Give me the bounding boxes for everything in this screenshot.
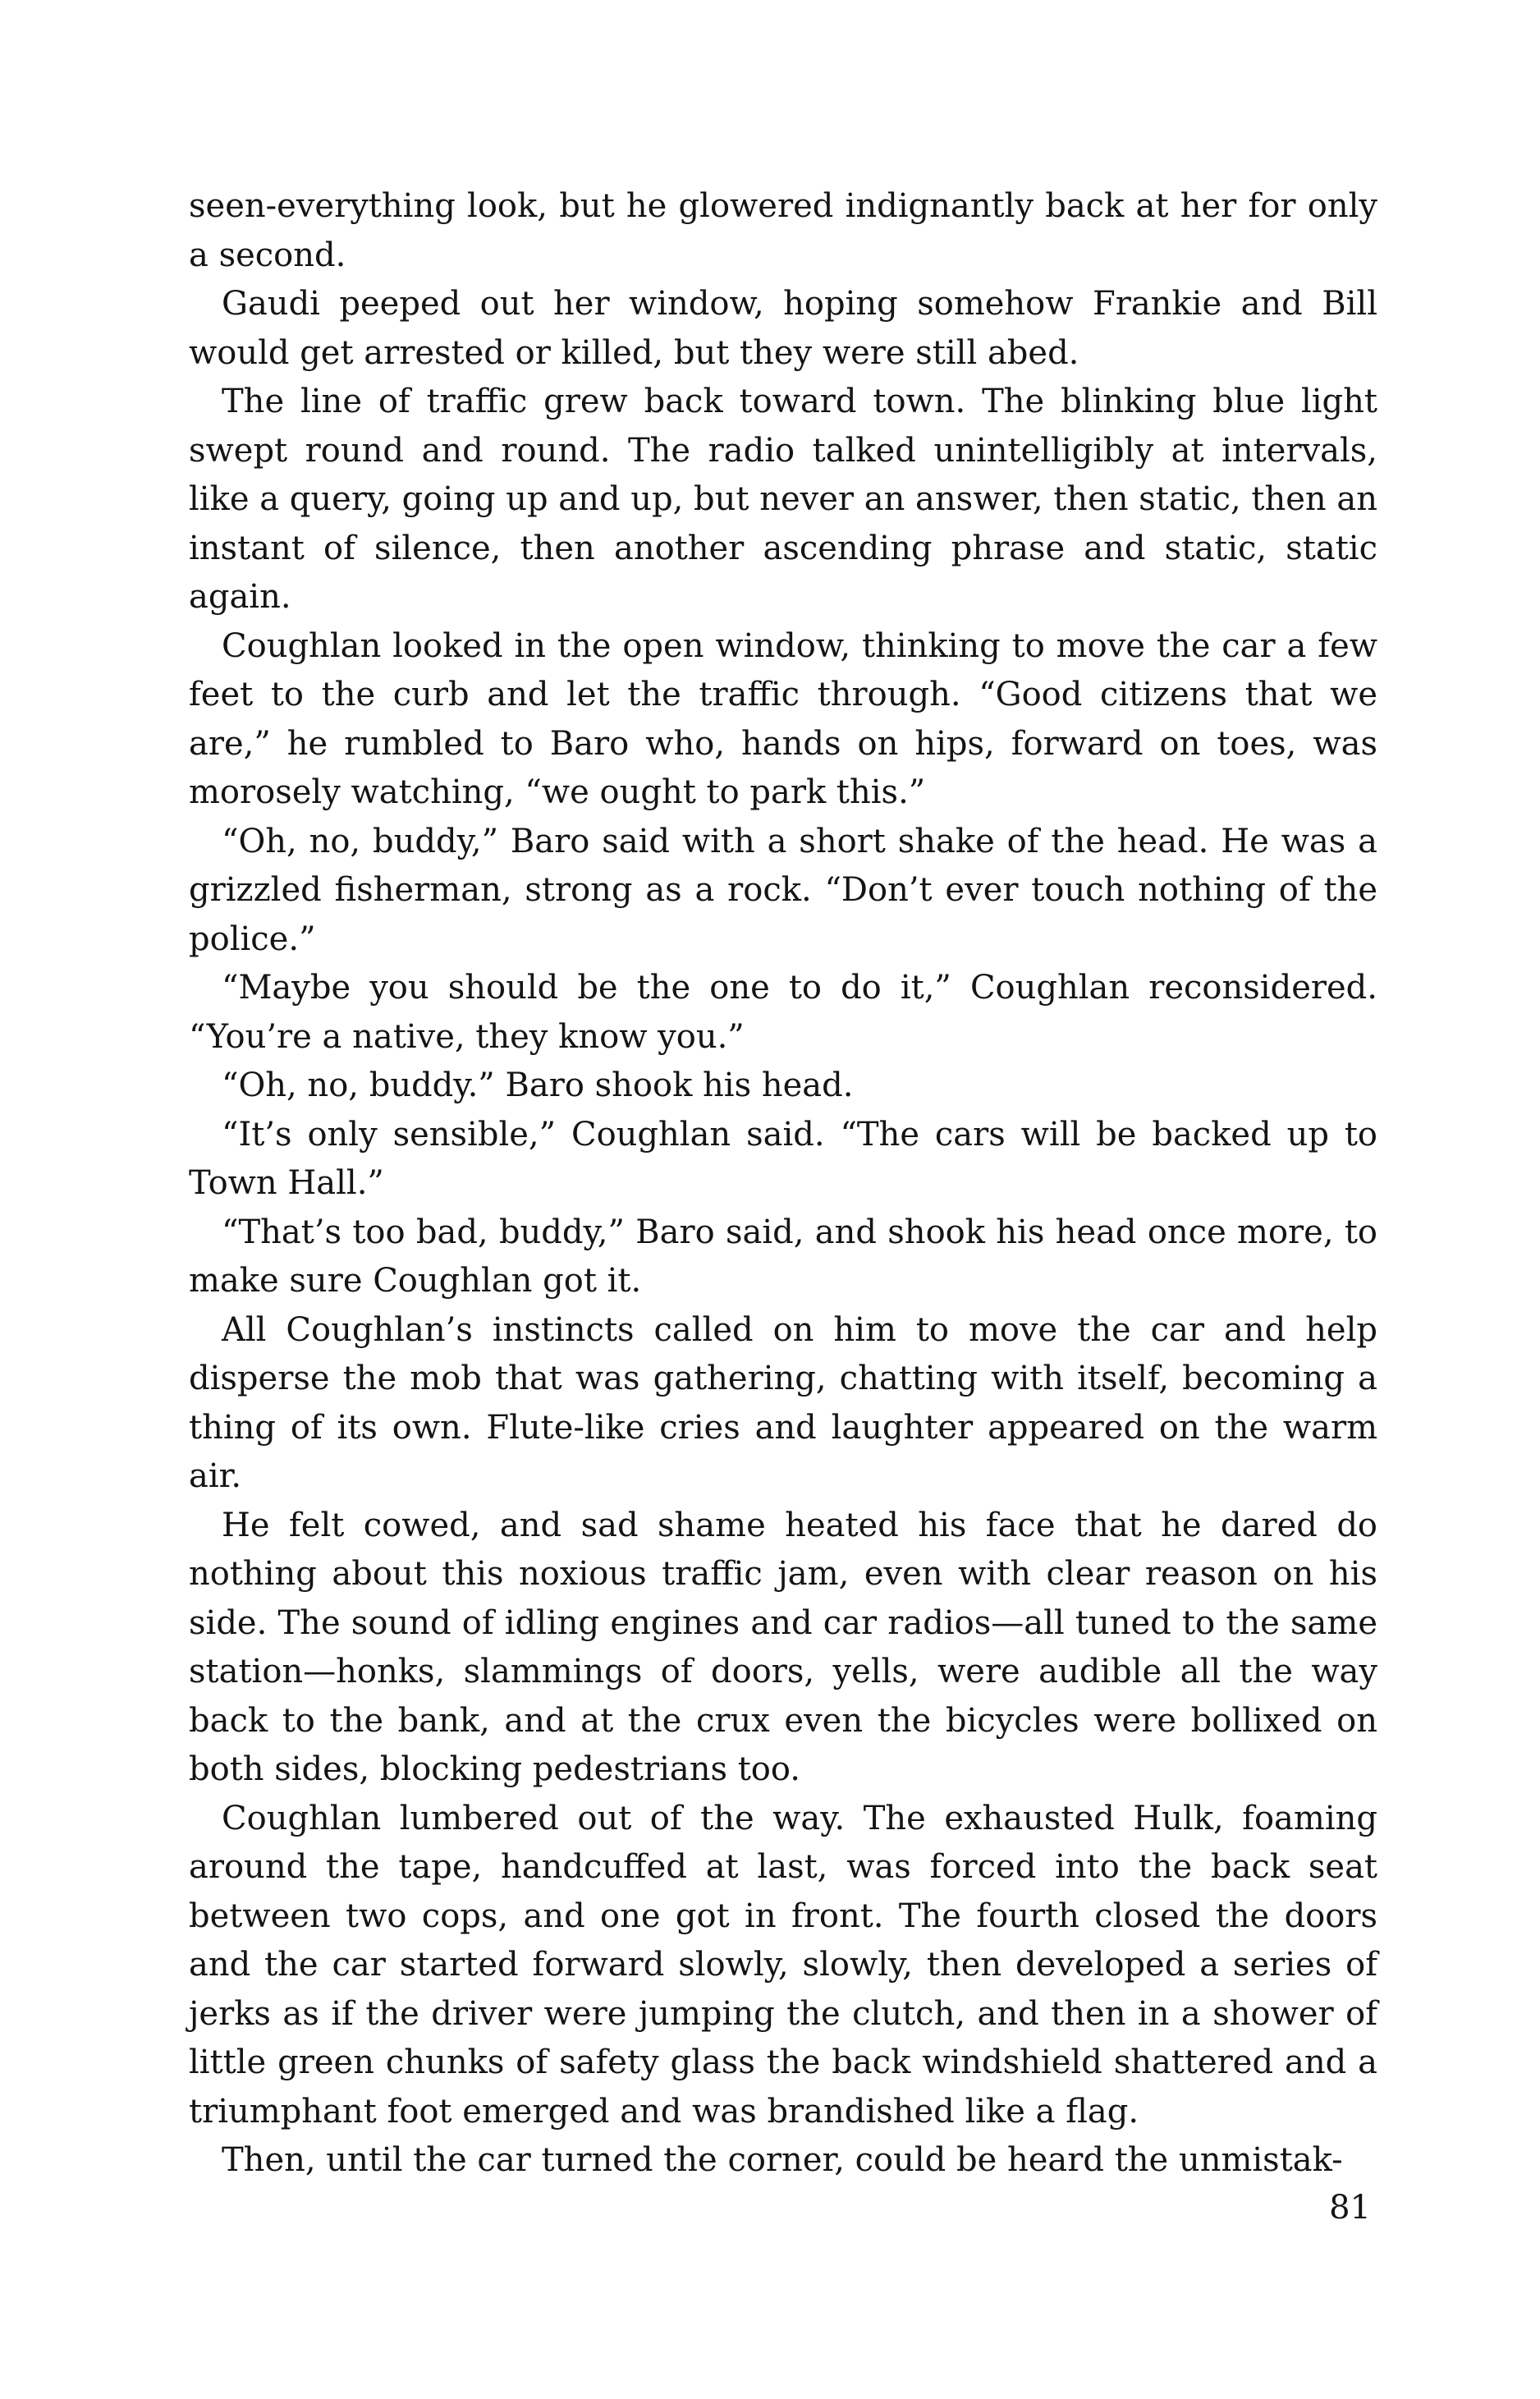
paragraph-7: “Oh, no, buddy.” Baro shook his head. [222,1066,854,1104]
paragraph-11: He felt cowed, and sad shame heated his face that he dared do nothing about this noxious traffic jam, even with clear reason on his side. The sound of idling engines and car radios—all tuned to the same station—honks, slammings of doors, yells, were audible all the way back to the bank, and at the crux even the bicycles were bollixed on both sides, blocking pedestrians too. [189,1506,1377,1788]
paragraph-4: Coughlan looked in the open window, thinking to move the car a few feet to the curb and let the traffic through. “Good citizens that we are,” he rumbled to Baro who, hands on hips, forward on toes, was morosely watching, “we ought to park this.” [189,626,1377,811]
body-text [189,182,1377,2186]
paragraph-3: The line of traffic grew back toward town. The blinking blue light swept round and round. The radio talked unintelligibly at intervals, like a query, going up and up, but never an answer, then static, then an instant of silence, then another ascending phrase and static, static again. [189,383,1377,616]
paragraph-6: “Maybe you should be the one to do it,” Coughlan reconsidered. “You’re a native, they know you.” [189,969,1377,1056]
paragraph-9: “That’s too bad, buddy,” Baro said, and shook his head once more, to make sure Coughlan got it. [189,1213,1377,1300]
paragraph-12: Coughlan lumbered out of the way. The exhausted Hulk, foaming around the tape, handcuffed at last, was forced into the back seat between two cops, and one got in front. The fourth closed the doors and the car started forward slowly, slowly, then developed a series of jerks as if the driver were jumping the clutch, and then in a shower of little green chunks of safety glass the back windshield shattered and a triumphant foot emerged and was brandished like a flag. [189,1799,1377,2131]
page-number: 81 [1329,2189,1371,2227]
paragraph-2: Gaudi peeped out her window, hoping somehow Frankie and Bill would get arrested or killed, but they were still abed. [189,285,1377,372]
paragraph-10: All Coughlan’s instincts called on him to move the car and help disperse the mob that was gathering, chatting with itself, becoming a thing of its own. Flute-like cries and laughter appeared on the warm air. [189,1310,1377,1495]
paragraph-5: “Oh, no, buddy,” Baro said with a short shake of the head. He was a grizzled fisherman, strong as a rock. “Don’t ever touch nothing of the police.” [189,822,1377,958]
paragraph-13: Then, until the car turned the corner, could be heard the unmistak- [222,2141,1343,2179]
paragraph-1: seen-everything look, but he glowered indignantly back at her for only a second. [189,187,1377,274]
paragraph-8: “It’s only sensible,” Coughlan said. “The cars will be backed up to Town Hall.” [189,1115,1377,1202]
